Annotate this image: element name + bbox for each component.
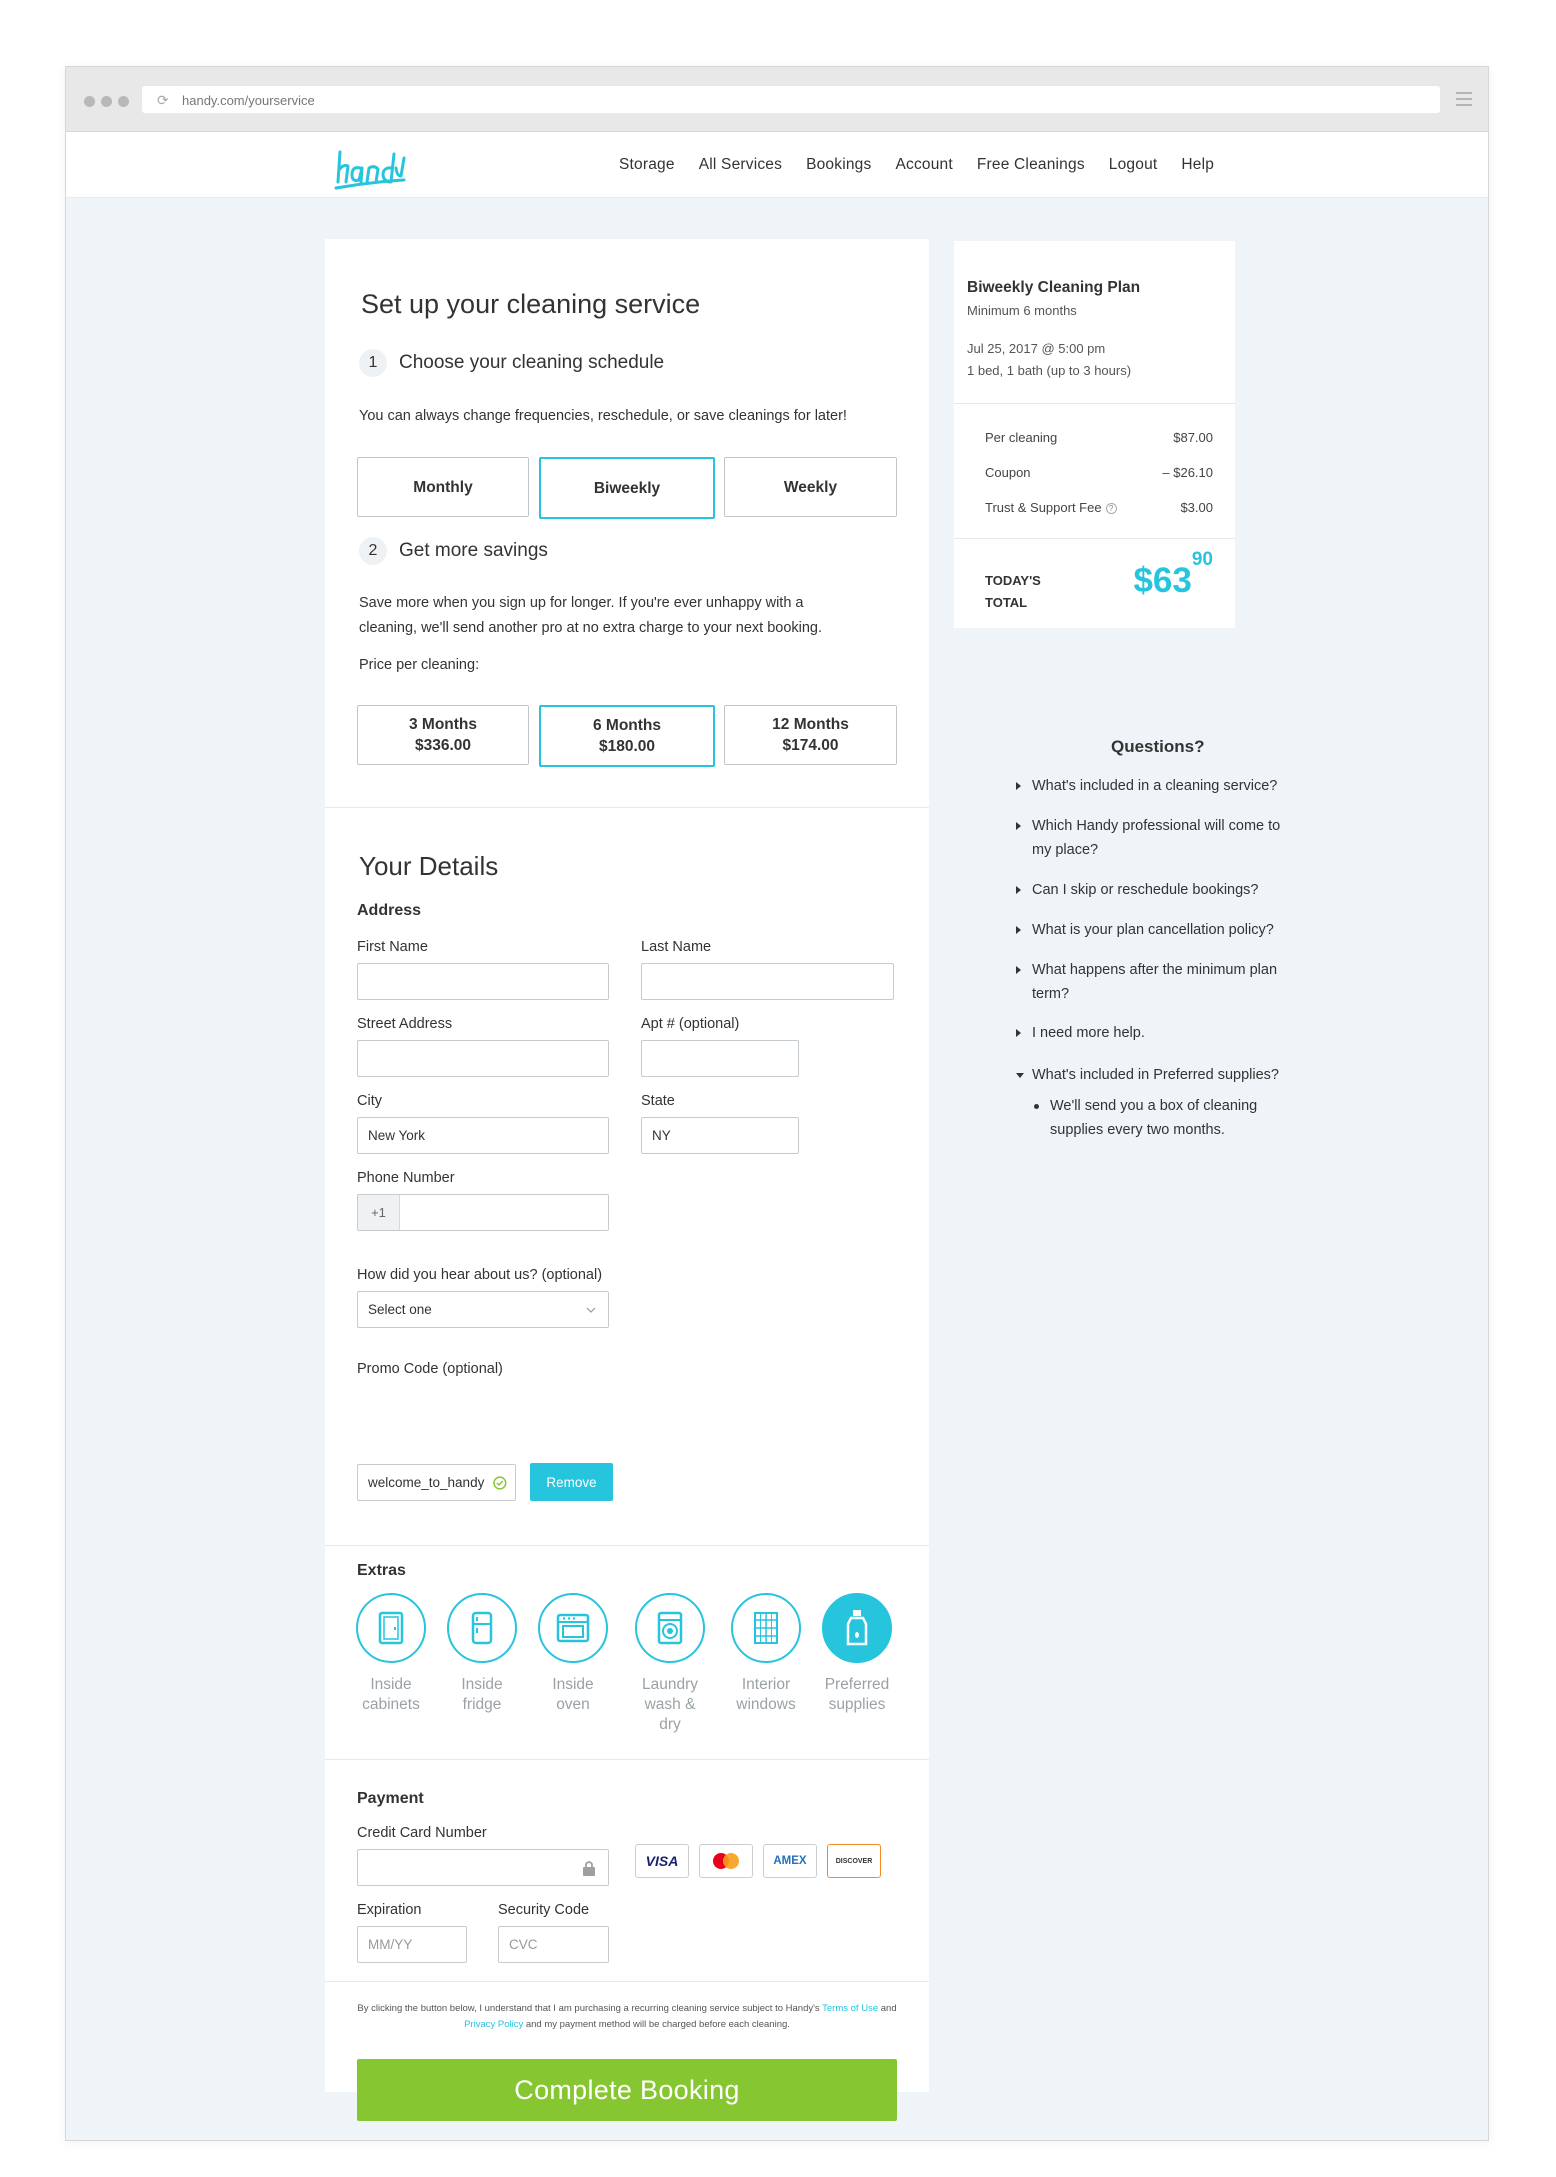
summary-row: Coupon – $26.10 (985, 465, 1213, 480)
summary-row: Per cleaning $87.00 (985, 430, 1213, 445)
step-number: 2 (359, 537, 387, 565)
extra-inside-cabinets[interactable] (355, 1593, 427, 1715)
frequency-monthly[interactable] (357, 457, 529, 517)
term-6-months[interactable] (539, 705, 715, 767)
promo-value: welcome_to_handy (368, 1475, 485, 1490)
step-2-header (359, 537, 548, 565)
total-amount: $\$63^{90}$ (1133, 549, 1213, 600)
city-input[interactable]: New York (357, 1117, 609, 1154)
faq-item[interactable]: What is your plan cancellation policy? (1016, 918, 1306, 942)
step-label: Get more savings (399, 540, 548, 561)
section-divider (325, 1759, 929, 1760)
discover-card-icon: DISCOVER (827, 1844, 881, 1878)
nav-account[interactable]: Account (895, 156, 953, 173)
extra-label: Inside fridge (461, 1676, 503, 1713)
top-nav (66, 132, 1488, 198)
extra-label: Inside cabinets (362, 1676, 420, 1713)
faq-item-expanded[interactable]: What's included in Preferred supplies? (1016, 1063, 1306, 1087)
cc-label: Credit Card Number (357, 1825, 487, 1841)
extra-label: Laundry wash & dry (641, 1676, 698, 1733)
section-divider (954, 403, 1235, 404)
window-dot (118, 96, 129, 107)
caret-right-icon (1016, 886, 1021, 894)
address-bar[interactable] (142, 86, 1440, 113)
caret-right-icon (1016, 926, 1021, 934)
faq-item[interactable]: Which Handy professional will come to my place? (1016, 814, 1296, 862)
first-name-label: First Name (357, 939, 428, 955)
handy-logo[interactable] (334, 144, 406, 192)
caret-right-icon (1016, 966, 1021, 974)
section-divider (325, 1545, 929, 1546)
term-3-months[interactable] (357, 705, 529, 765)
hear-label: How did you hear about us? (optional) (357, 1267, 603, 1283)
section-divider (325, 807, 929, 808)
faq-item[interactable]: Can I skip or reschedule bookings? (1016, 878, 1306, 902)
term-label: 12 Months (772, 716, 849, 733)
desc-line: Save more when you sign up for longer. If you're ever unhappy with a (359, 595, 804, 611)
phone-label: Phone Number (357, 1170, 455, 1186)
extra-laundry[interactable] (634, 1593, 706, 1735)
extra-interior-windows[interactable] (730, 1593, 802, 1715)
reload-icon[interactable]: ⟳ (157, 92, 169, 108)
caret-right-icon (1016, 782, 1021, 790)
check-circle-icon (493, 1476, 507, 1490)
section-divider (954, 538, 1235, 539)
page-title: Set up your cleaning service (361, 289, 701, 319)
chevron-down-icon (586, 1307, 596, 1313)
extra-inside-oven[interactable] (537, 1593, 609, 1715)
select-value: Select one (368, 1302, 432, 1317)
plan-size: 1 bed, 1 bath (up to 3 hours) (967, 363, 1132, 378)
nav-logout[interactable]: Logout (1108, 156, 1158, 173)
price-label: Price per cleaning: (359, 657, 480, 673)
mastercard-icon (699, 1844, 753, 1878)
plan-minimum: Minimum 6 months (967, 303, 1077, 318)
remove-promo-button[interactable]: Remove (530, 1463, 613, 1501)
promo-input[interactable] (357, 1464, 516, 1501)
menu-icon[interactable] (1456, 92, 1472, 110)
amex-card-icon: AMEX (763, 1844, 817, 1878)
apt-label: Apt # (optional) (641, 1016, 740, 1032)
summary-row: Trust & Support Fee ? $3.00 (985, 500, 1213, 515)
address-label: Address (357, 902, 422, 919)
last-name-label: Last Name (641, 939, 712, 955)
promo-label: Promo Code (optional) (357, 1361, 503, 1377)
browser-window (65, 66, 1489, 2141)
nav-all-services[interactable]: All Services (698, 156, 783, 173)
caret-right-icon (1016, 822, 1021, 830)
oven-icon (538, 1593, 608, 1663)
hear-select[interactable] (357, 1291, 609, 1328)
phone-input[interactable] (357, 1194, 609, 1231)
fridge-icon (447, 1593, 517, 1663)
nav-free-cleanings[interactable]: Free Cleanings (976, 156, 1085, 173)
term-label: 3 Months (408, 716, 478, 733)
plan-datetime: Jul 25, 2017 @ 5:00 pm (967, 341, 1106, 356)
complete-booking-button[interactable]: Complete Booking (357, 2059, 897, 2121)
payment-title: Payment (357, 1790, 424, 1807)
plan-title: Biweekly Cleaning Plan (967, 279, 1141, 296)
questions-title: Questions? (1111, 737, 1205, 756)
security-code-label: Security Code (498, 1902, 590, 1918)
faq-item[interactable]: What happens after the minimum plan term? (1016, 958, 1291, 1006)
last-name-input[interactable] (641, 963, 894, 1000)
privacy-link[interactable]: Privacy Policy (464, 2019, 524, 2030)
street-label: Street Address (357, 1016, 453, 1032)
frequency-biweekly[interactable] (539, 457, 715, 519)
nav-storage[interactable]: Storage (619, 156, 675, 173)
term-price: $180.00 (598, 738, 656, 755)
washer-icon (635, 1593, 705, 1663)
booking-form-card (325, 239, 929, 2105)
desc-line: cleaning, we'll send another pro at no extra charge to your next booking. (359, 620, 823, 636)
cc-number-input[interactable] (357, 1849, 609, 1886)
term-price: $336.00 (414, 737, 472, 754)
step-label: Choose your cleaning schedule (399, 352, 665, 373)
bullet (1034, 1104, 1039, 1109)
extra-label: Interior windows (736, 1676, 796, 1713)
frequency-weekly[interactable] (724, 457, 897, 517)
window-icon (731, 1593, 801, 1663)
state-input[interactable]: NY (641, 1117, 799, 1154)
extra-inside-fridge[interactable] (446, 1593, 518, 1715)
lock-icon (582, 1860, 596, 1876)
phone-prefix: +1 (358, 1195, 400, 1230)
option-label: Biweekly (593, 479, 661, 497)
browser-chrome (66, 67, 1488, 132)
step-number: 1 (359, 349, 387, 377)
supplies-bottle-icon (822, 1593, 892, 1663)
extra-preferred-supplies[interactable] (821, 1593, 893, 1715)
step-2-description (359, 591, 822, 641)
option-label: Monthly (413, 478, 473, 496)
first-name-input[interactable] (357, 963, 609, 1000)
step-1-header (359, 349, 664, 377)
caret-down-icon (1016, 1073, 1024, 1078)
nav-bookings[interactable]: Bookings (806, 156, 872, 173)
order-summary-card (954, 241, 1235, 628)
expiration-label: Expiration (357, 1902, 422, 1918)
legal-text: By clicking the button below, I understand that I am purchasing a recurring cleaning service subject to Handy's Terms of Use and Privacy Policy and my payment method will be charged before each cleaning. (357, 2003, 897, 2030)
step-1-description: You can always change frequencies, reschedule, or save cleanings for later! (359, 408, 847, 424)
extra-label: Preferred supplies (824, 1676, 890, 1713)
expiration-input[interactable]: MM/YY (357, 1926, 467, 1963)
window-dot (84, 96, 95, 107)
option-label: Weekly (783, 478, 838, 496)
faq-item[interactable]: I need more help. (1016, 1021, 1306, 1045)
security-code-input[interactable]: CVC (498, 1926, 609, 1963)
window-dot (101, 96, 112, 107)
city-label: City (357, 1093, 382, 1109)
nav-help[interactable]: Help (1181, 156, 1215, 173)
state-label: State (641, 1093, 675, 1109)
nav-links (619, 156, 1238, 174)
details-title: Your Details (359, 851, 499, 881)
visa-card-icon: VISA (635, 1844, 689, 1878)
extras-title: Extras (357, 1562, 406, 1579)
apt-input[interactable] (641, 1040, 799, 1077)
street-input[interactable] (357, 1040, 609, 1077)
term-label: 6 Months (592, 717, 662, 734)
help-icon[interactable]: ? (1106, 503, 1117, 514)
total-label: TODAY'S TOTAL (985, 573, 1041, 610)
term-price: $174.00 (782, 737, 839, 754)
caret-right-icon (1016, 1029, 1021, 1037)
section-divider (325, 1981, 929, 1982)
url-text: handy.com/yourservice (182, 93, 315, 108)
cabinet-icon (356, 1593, 426, 1663)
extra-label: Inside oven (552, 1676, 594, 1713)
terms-link[interactable]: Terms of Use (822, 2003, 879, 2014)
faq-item[interactable]: What's included in a cleaning service? (1016, 774, 1306, 798)
faq-answer: We'll send you a box of cleaning supplies every two months. (1032, 1094, 1302, 1142)
term-12-months[interactable] (724, 705, 897, 765)
